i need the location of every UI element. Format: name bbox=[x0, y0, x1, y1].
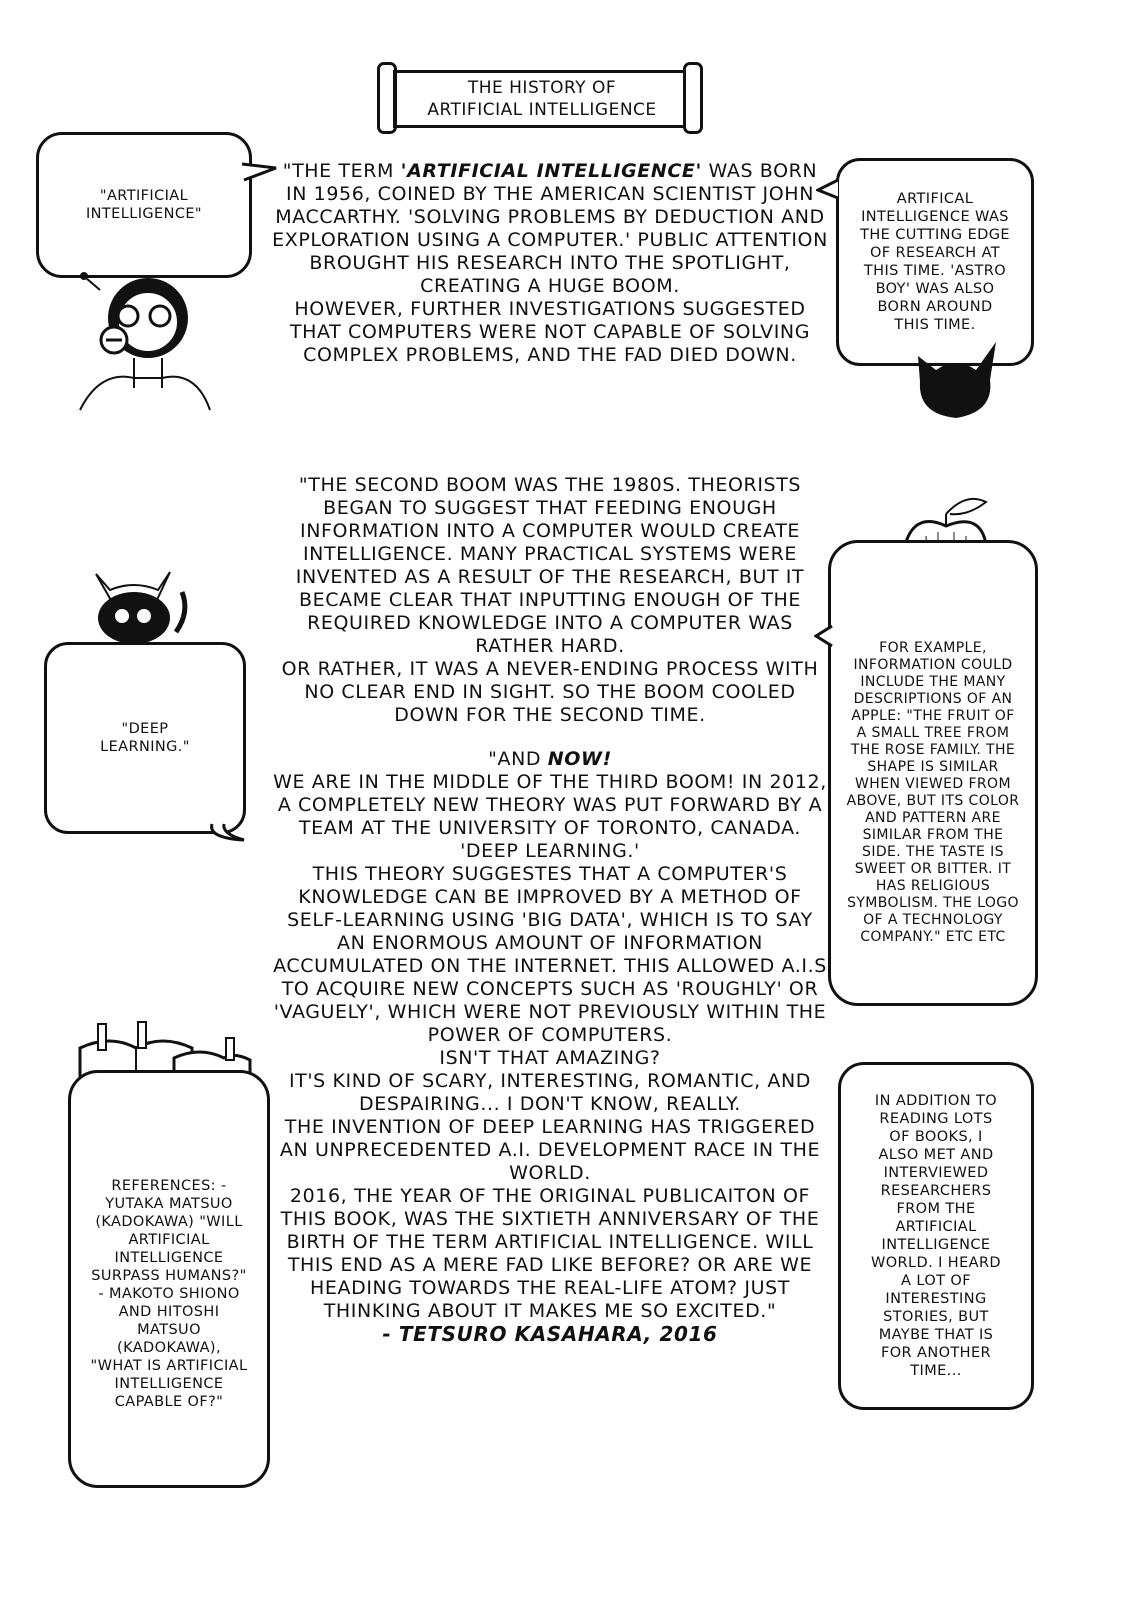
speech-bubble-cutting-edge bbox=[836, 158, 1034, 366]
page-title bbox=[393, 70, 691, 128]
bubble-tail-icon bbox=[240, 160, 280, 190]
second-boom-decline: OR RATHER, IT WAS A NEVER-ENDING PROCESS WITH NO CLEAR END IN SIGHT. SO THE BOOM COOLED DOWN FOR THE SECOND TIME. bbox=[281, 658, 819, 726]
speech-bubble-apple bbox=[828, 540, 1038, 1006]
third-boom-p4: ISN'T THAT AMAZING? bbox=[439, 1047, 661, 1069]
bubble-research-text: IN ADDITION TO READING LOTS OF BOOKS, I ALSO MET AND INTERVIEWED RESEARCHERS FROM THE ARTIFICIAL INTELLIGENCE WORLD. I HEARD A LOT OF INTERESTING STORIES, BUT MAYBE THAT IS FOR ANOTHER TIME... bbox=[871, 1093, 1001, 1379]
third-boom-p6: THE INVENTION OF DEEP LEARNING HAS TRIGGERED AN UNPRECEDENTED A.I. DEVELOPMENT RACE IN THE WORLD. bbox=[279, 1116, 821, 1184]
astro-boy-silhouette-icon bbox=[906, 336, 1006, 426]
speech-bubble-research bbox=[838, 1062, 1034, 1410]
bubble-tail-icon bbox=[814, 622, 834, 652]
third-boom-p3: THIS THEORY SUGGESTES THAT A COMPUTER'S KNOWLEDGE CAN BE IMPROVED BY A METHOD OF SELF-LEARNING USING 'BIG DATA', WHICH IS TO SAY AN ENORMOUS AMOUNT OF INFORMATION ACCUMULATED ON THE INTERNET. THIS ALLOWED A.I.S TO ACQUIRE NEW CONCEPTS SUCH AS 'ROUGHLY' OR 'VAGUELY', WHICH WERE NOT PREVIOUSLY WITHIN THE POWER OF COMPUTERS. bbox=[273, 863, 827, 1046]
speech-bubble-references bbox=[68, 1070, 270, 1488]
speech-bubble-ai-term bbox=[36, 132, 252, 278]
title-line-1: THE HISTORY OF bbox=[467, 78, 617, 98]
cat-icon bbox=[86, 562, 196, 650]
first-boom-emphasis: 'ARTIFICIAL INTELLIGENCE' bbox=[400, 160, 702, 182]
bubble-tail-icon bbox=[204, 822, 248, 846]
first-boom-intro: "THE TERM bbox=[282, 160, 401, 182]
first-boom-decline: HOWEVER, FURTHER INVESTIGATIONS SUGGESTED THAT COMPUTERS WERE NOT CAPABLE OF SOLVING COMPLEX PROBLEMS, AND THE FAD DIED DOWN. bbox=[289, 298, 811, 366]
robot-girl-icon bbox=[70, 270, 220, 420]
second-boom-paragraph: "THE SECOND BOOM WAS THE 1980S. THEORISTS BEGAN TO SUGGEST THAT FEEDING ENOUGH INFORMATION INTO A COMPUTER WOULD CREATE INTELLIGENCE. MANY PRACTICAL SYSTEMS WERE INVENTED AS A RESULT OF THE RESEARCH, BUT IT BECAME CLEAR THAT INPUTTING ENOUGH OF THE REQUIRED KNOWLEDGE INTO A COMPUTER WAS RATHER HARD. bbox=[295, 474, 805, 657]
speech-bubble-deep-learning bbox=[44, 642, 246, 834]
third-boom-p5: IT'S KIND OF SCARY, INTERESTING, ROMANTIC, AND DESPAIRING... I DON'T KNOW, REALLY. bbox=[288, 1070, 812, 1115]
bubble-cutting-edge-text: ARTIFICAL INTELLIGENCE WAS THE CUTTING EDGE OF RESEARCH AT THIS TIME. 'ASTRO BOY' WAS ALSO BORN AROUND THIS TIME. bbox=[860, 191, 1010, 333]
bubble-tail-icon bbox=[816, 176, 842, 206]
bubble-deep-learning-text: "DEEP LEARNING." bbox=[100, 721, 190, 755]
first-boom-paragraph bbox=[270, 160, 830, 298]
bubble-ai-term-text: "ARTIFICIAL INTELLIGENCE" bbox=[86, 188, 202, 222]
section-first-boom bbox=[270, 160, 830, 367]
section-second-boom bbox=[270, 474, 830, 727]
title-line-2: ARTIFICIAL INTELLIGENCE bbox=[427, 100, 657, 120]
title-scroll bbox=[375, 62, 705, 130]
scroll-roll-right bbox=[683, 62, 703, 134]
third-boom-p1: WE ARE IN THE MIDDLE OF THE THIRD BOOM! IN 2012, A COMPLETELY NEW THEORY WAS PUT FORWARD BY A TEAM AT THE UNIVERSITY OF TORONTO, CANADA. bbox=[273, 771, 827, 839]
bubble-references-text: REFERENCES: - YUTAKA MATSUO (KADOKAWA) "WILL ARTIFICIAL INTELLIGENCE SURPASS HUMANS?" - MAKOTO SHIONO AND HITOSHI MATSUO (KADOKAWA), "WHAT IS ARTIFICIAL INTELLIGENCE CAPABLE OF?" bbox=[90, 1178, 248, 1410]
third-boom-p7: 2016, THE YEAR OF THE ORIGINAL PUBLICAITON OF THIS BOOK, WAS THE SIXTIETH ANNIVERSARY OF THE BIRTH OF THE TERM ARTIFICIAL INTELLIGENCE. WILL THIS END AS A MERE FAD LIKE BEFORE? OR ARE WE HEADING TOWARDS THE REAL-LIFE ATOM? JUST THINKING ABOUT IT MAKES ME SO EXCITED." bbox=[280, 1185, 820, 1322]
third-boom-intro: "AND bbox=[488, 748, 548, 770]
third-boom-p2: 'DEEP LEARNING.' bbox=[460, 840, 640, 862]
author-signature: - TETSURO KASAHARA, 2016 bbox=[382, 1322, 718, 1346]
section-third-boom bbox=[270, 748, 830, 1346]
third-boom-heading bbox=[270, 748, 830, 771]
bubble-apple-text: FOR EXAMPLE, INFORMATION COULD INCLUDE THE MANY DESCRIPTIONS OF AN APPLE: "THE FRUIT OF A SMALL TREE FROM THE ROSE FAMILY. THE SHAPE IS SIMILAR WHEN VIEWED FROM ABOVE, BUT ITS COLOR AND PATTERN ARE SIMILAR FROM THE SIDE. THE TASTE IS SWEET OR BITTER. IT HAS RELIGIOUS SYMBOLISM. THE LOGO OF A TECHNOLOGY COMPANY." ETC ETC bbox=[846, 640, 1020, 945]
first-boom-body: WAS BORN IN 1956, COINED BY THE AMERICAN SCIENTIST JOHN MACCARTHY. 'SOLVING PROBLEMS BY DEDUCTION AND EXPLORATION USING A COMPUTER.' PUBLIC ATTENTION BROUGHT HIS RESEARCH INTO THE SPOTLIGHT, CREATING A HUGE BOOM. bbox=[272, 160, 828, 297]
third-boom-emphasis: NOW! bbox=[547, 748, 612, 770]
